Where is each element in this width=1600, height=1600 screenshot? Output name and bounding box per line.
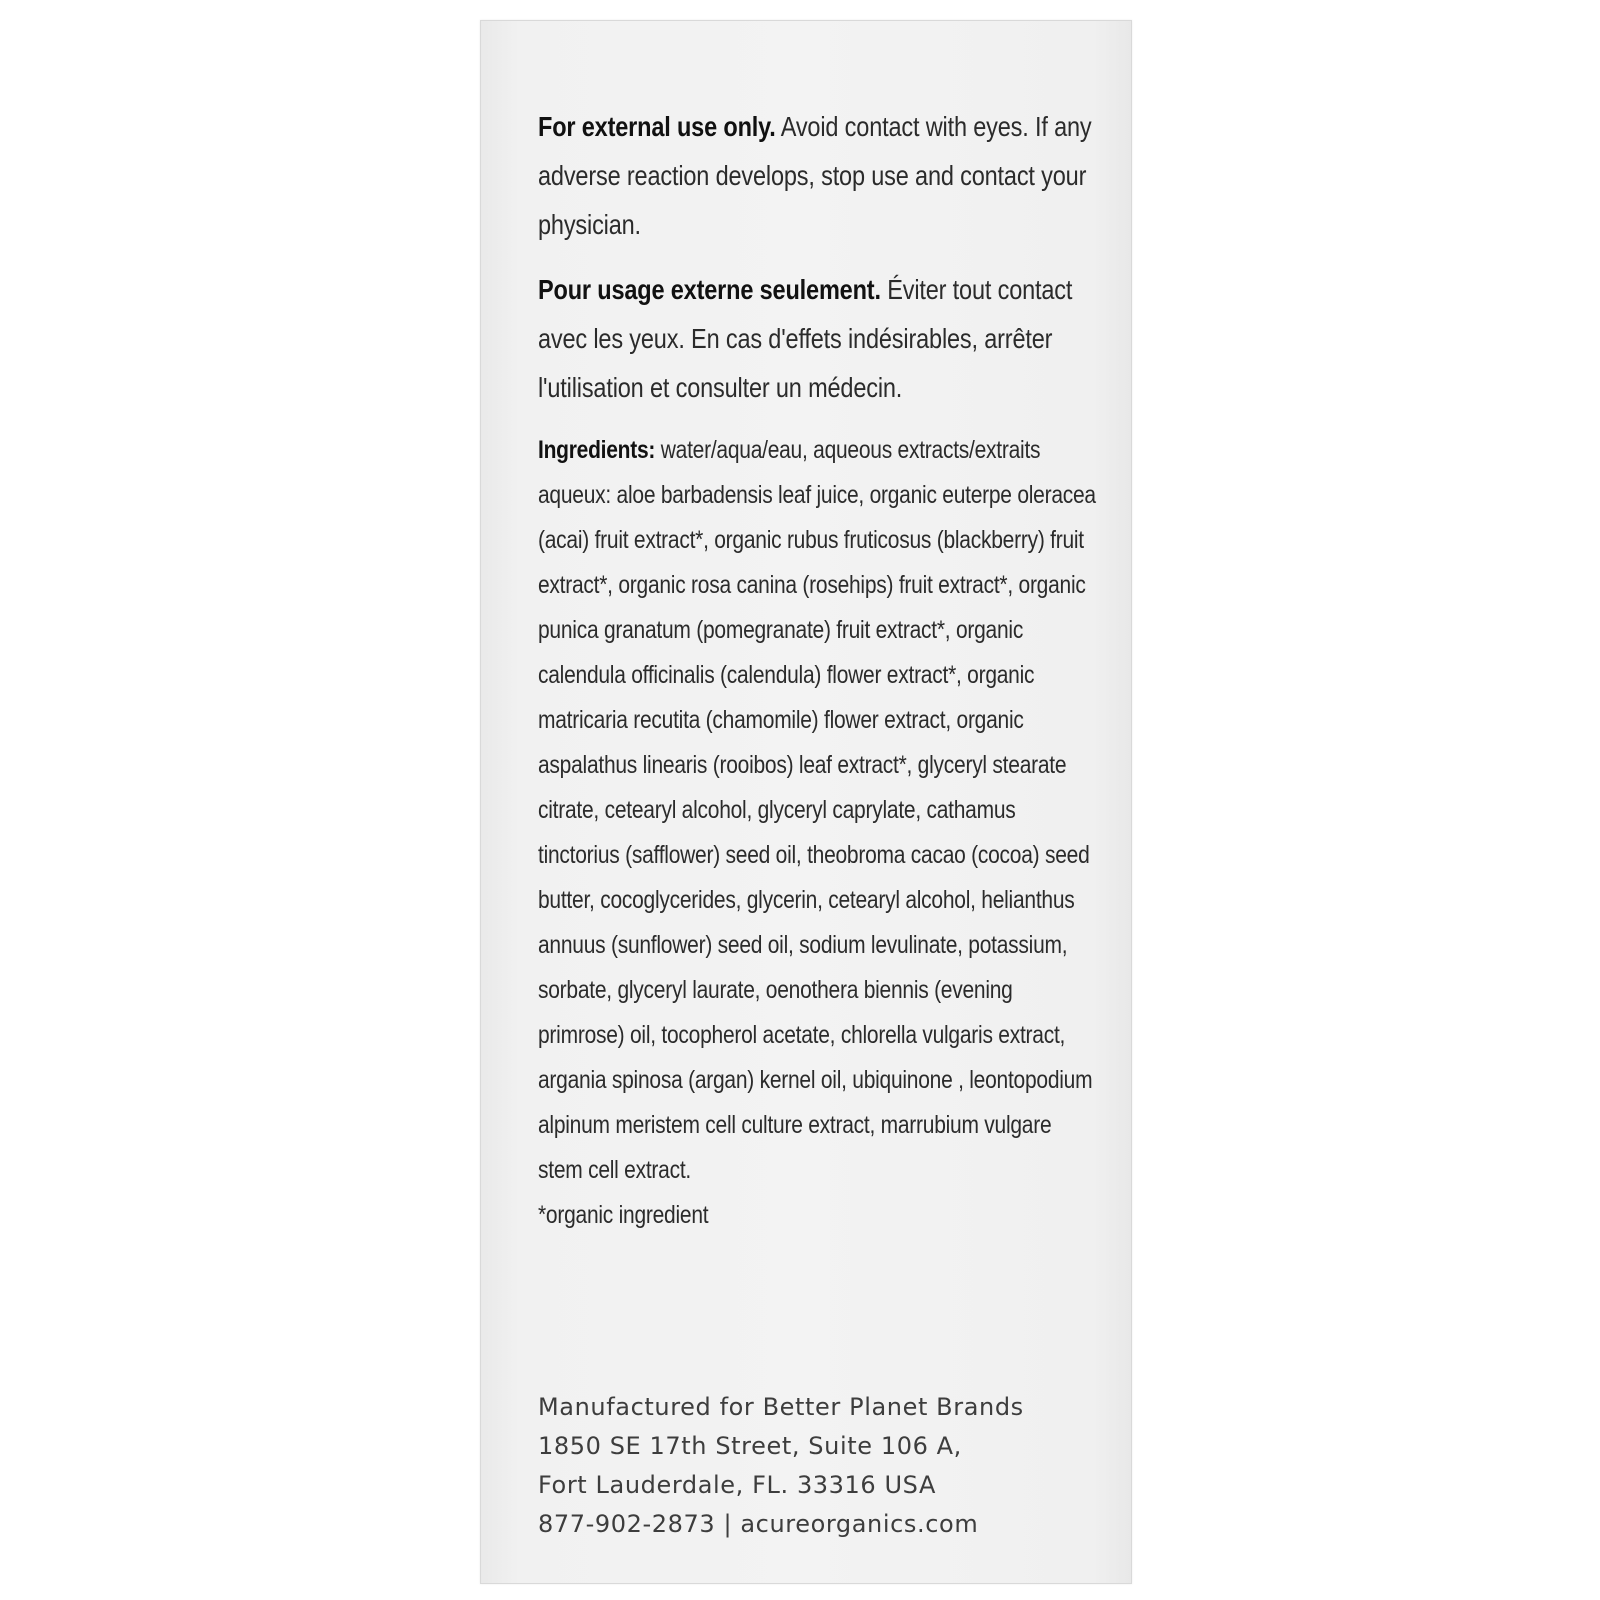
warning-french: [538, 265, 1101, 412]
address-street: 1850 SE 17th Street, Suite 106 A,: [538, 1432, 962, 1460]
ingredients-label: Ingredients:: [538, 436, 656, 464]
organic-note: *organic ingredient: [538, 1201, 709, 1229]
manufacturer-line: Manufactured for Better Planet Brands: [538, 1393, 1024, 1421]
contact-line: 877-902-2873 | acureorganics.com: [538, 1510, 979, 1538]
warning-english-heading: For external use only.: [538, 111, 776, 142]
ingredients-text: water/aqua/eau, aqueous extracts/extraits aqueux: aloe barbadensis leaf juice, organic euterpe oleracea (acai) fruit extract*, organic rubus fruticosus (blackberry) fruit extract*, organic rosa canina (rosehips) fruit extract*, organic punica granatum (pomegranate) fruit extract*, organic calendula officinalis (calendula) flower extract*, organic matricaria recutita (chamomile) flower extract, organic aspalathus linearis (rooibos) leaf extract*, glyceryl stearate citrate, cetearyl alcohol, glyceryl caprylate, cathamus tinctorius (safflower) seed oil, theobroma cacao (cocoa) seed butter, cocoglycerides, glycerin, cetearyl alcohol, helianthus annuus (sunflower) seed oil, sodium levulinate, potassium, sorbate, glyceryl laurate, oenothera biennis (evening primrose) oil, tocopherol acetate, chlorella vulgaris extract, argania spinosa (argan) kernel oil, ubiquinone , leontopodium alpinum meristem cell culture extract, marrubium vulgare stem cell extract.: [538, 436, 1096, 1184]
warning-english: [538, 102, 1101, 249]
warning-french-heading: Pour usage externe seulement.: [538, 274, 881, 305]
manufacturer-info: [538, 1388, 1118, 1544]
warning-english-text: Avoid contact with eyes. If any adverse reaction develops, stop use and contact your physician.: [538, 111, 1092, 240]
label-text-block: [538, 102, 1098, 1238]
address-city: Fort Lauderdale, FL. 33316 USA: [538, 1471, 936, 1499]
product-box-panel: [480, 20, 1132, 1584]
warning-french-text: Éviter tout contact avec les yeux. En cas d'effets indésirables, arrêter l'utilisation et consulter un médecin.: [538, 274, 1073, 403]
ingredients-list: [538, 428, 1101, 1238]
